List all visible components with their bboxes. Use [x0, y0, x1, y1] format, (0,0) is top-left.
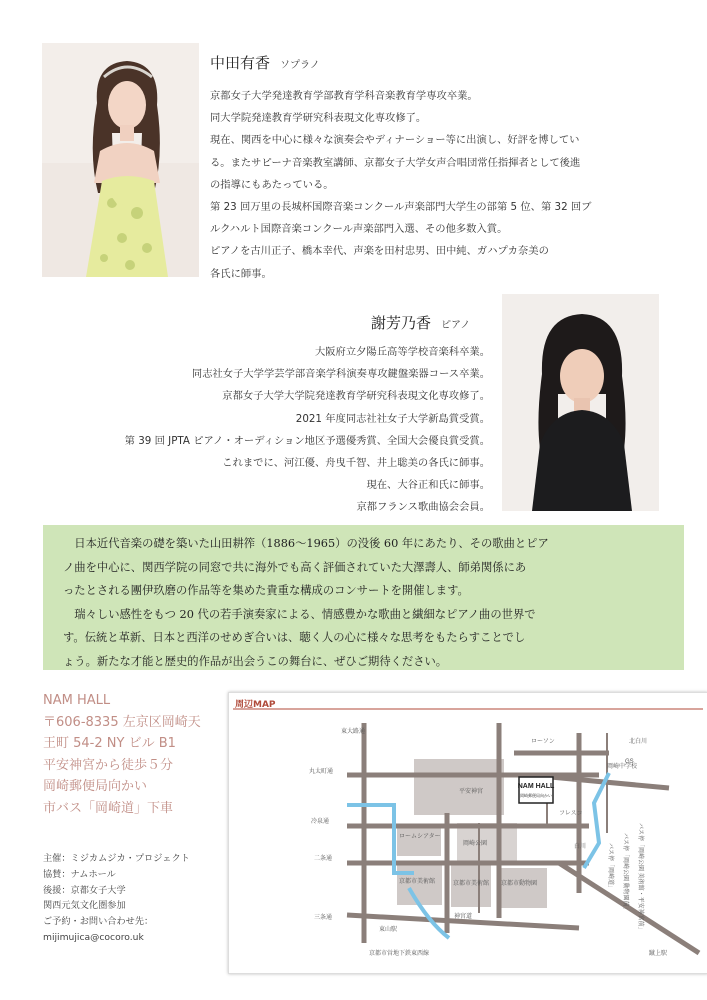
- pianist-name: 謝芳乃香: [371, 314, 432, 332]
- bio-line: 京都女子大学大学院発達教育学研究科表現文化専攻修了。: [222, 390, 490, 403]
- map-nam-hall-sub: 岡崎郵便局向かい: [520, 793, 552, 798]
- sponsor: 協賛：ナムホール: [43, 868, 116, 880]
- intro-line: ノ曲を中心に、関西学院の同窓で共に海外でも高く評価されていた大澤壽人、師弟関係にあ: [63, 560, 527, 574]
- pianist-name-line: [371, 312, 470, 333]
- bio-line: ピアノを古川正子、橋本幸代、声楽を田村忠男、田中純、ガハプカ奈美の: [210, 245, 549, 258]
- map-shirakawa: 白川: [574, 844, 587, 850]
- venue-address: 〒606-8335 左京区岡崎天: [43, 714, 201, 730]
- supporter: 後援：京都女子大学: [43, 884, 126, 896]
- venue-address: 王町 54-2 NY ビル B1: [43, 736, 176, 752]
- area-map: [228, 692, 707, 974]
- map-reizei: 冷泉通: [311, 819, 330, 825]
- participation: 関西元気文化圏参加: [43, 900, 126, 912]
- intro-line: 瑞々しい感性をもつ 20 代の若手演奏家による、情感豊かな歌曲と繊細なピアノ曲の世界で: [63, 607, 536, 621]
- intro-line: す。伝統と革新、日本と西洋のせめぎ合いは、聴く人の心に様々な思考をもたらすことでし: [63, 631, 526, 645]
- venue-access: 岡崎郵便局向かい: [43, 779, 148, 795]
- bio-line: 各氏に師事。: [210, 267, 272, 280]
- bio-line: 京都女子大学発達教育学部教育学科音楽教育学専攻卒業。: [210, 90, 478, 102]
- map-rohm: ロームシアター: [399, 834, 441, 840]
- bio-line: 現在、関西を中心に様々な演奏会やディナーショー等に出演し、好評を博してい: [210, 134, 580, 147]
- soprano-bio: [210, 85, 591, 285]
- map-higashioji: 東大路通: [341, 729, 366, 735]
- map-bus-1: バス停「岡崎道」: [607, 843, 613, 892]
- map-bus-2: バス停「岡崎公園 動物園前」: [622, 833, 628, 913]
- map-lawson: ローソン: [531, 739, 555, 745]
- map-zoo: 京都市動物園: [501, 881, 538, 887]
- organizer: 主催：ミジカムジカ・プロジェクト: [43, 853, 190, 864]
- pianist-bio: [125, 341, 490, 519]
- bio-line: 2021 年度同志社社女子大学新島賞受賞。: [295, 412, 490, 425]
- soprano-photo: [42, 43, 199, 277]
- map-nijo: 二条通: [314, 856, 333, 862]
- bio-line: 第 23 回万里の長城杯国際音楽コンクール声楽部門大学生の部第 5 位、第 32 回ブ: [210, 201, 592, 214]
- map-keage: 蹴上駅: [649, 951, 668, 957]
- contact-email[interactable]: mijimujica@cocoro.uk: [43, 931, 144, 943]
- map-fresco: フレスコ: [559, 811, 583, 817]
- soprano-name-line: [210, 52, 320, 73]
- map-sanjo: 三条通: [314, 915, 333, 921]
- venue-info: [43, 690, 201, 820]
- intro-box: [43, 525, 684, 670]
- map-bus-3: バス停「岡崎公園 美術館・平安神宮前」: [637, 823, 643, 933]
- map-nam-hall: NAM HALL: [517, 783, 555, 790]
- bio-line: 同大学院発達教育学研究科表現文化専攻修了。: [210, 112, 427, 125]
- soprano-role: ソプラノ: [280, 60, 320, 71]
- bio-line: る。またサピーナ音楽教室講師、京都女子大学女声合唱団常任指揮者として後進: [210, 156, 581, 169]
- map-higashiyama: 東山駅: [379, 927, 398, 933]
- map-subway: 京都市営地下鉄東西線: [369, 951, 430, 957]
- map-okazaki-jhs: 岡崎中学校: [607, 764, 638, 770]
- map-jingu: 神宮道: [454, 914, 473, 920]
- pianist-role: ピアノ: [441, 320, 471, 331]
- intro-line: ょう。新たな才能と歴史的作品が出会うこの舞台に、ぜひご期待ください。: [63, 654, 448, 668]
- venue-access: 平安神宮から徒歩５分: [43, 757, 174, 773]
- bio-line: 現在、大谷正和氏に師事。: [366, 479, 490, 492]
- map-title: 周辺MAP: [235, 700, 276, 710]
- venue-name: NAM HALL: [43, 693, 111, 708]
- map-heian: 平安神宮: [459, 789, 484, 795]
- bio-line: ルクハルト国際音楽コンクール声楽部門入選、その他多数入賞。: [210, 223, 508, 236]
- map-kyoto-museum: 京都市美術館: [399, 879, 436, 885]
- credits: [43, 851, 190, 946]
- map-museum: 京都市美術館: [453, 881, 490, 887]
- bio-line: 第 39 回 JPTA ピアノ・オーディション地区予選優秀賞、全国大会優良賞受賞。: [124, 434, 490, 447]
- map-kitashirakawa: 北白川: [629, 739, 648, 745]
- bio-line: 同志社女子大学学芸学部音楽学科演奏専攻鍵盤楽器コース卒業。: [191, 368, 490, 381]
- map-drawing: [229, 693, 707, 973]
- bio-line: 大阪府立夕陽丘高等学校音楽科卒業。: [314, 346, 490, 358]
- contact-label: ご予約・お問い合わせ先：: [43, 916, 154, 928]
- pianist-photo: [502, 294, 659, 511]
- intro-line: 日本近代音楽の礎を築いた山田耕筰（1886～1965）の没後 60 年にあたり、その歌曲とピア: [63, 537, 549, 550]
- map-gs: GS: [625, 759, 634, 765]
- bio-line: 京都フランス歌曲協会会員。: [356, 501, 490, 514]
- venue-access: 市バス「岡崎道」下車: [43, 800, 174, 816]
- map-marutamachi: 丸太町通: [309, 769, 334, 775]
- bio-line: の指導にもあたっている。: [210, 178, 334, 191]
- intro-line: ったとされる團伊玖磨の作品等を集めた貴重な構成のコンサートを開催します。: [63, 584, 469, 598]
- bio-line: これまでに、河江優、舟曳千智、井上聡美の各氏に師事。: [222, 457, 490, 470]
- soprano-name: 中田有香: [210, 54, 271, 72]
- map-okazaki-park: 岡崎公園: [463, 841, 488, 847]
